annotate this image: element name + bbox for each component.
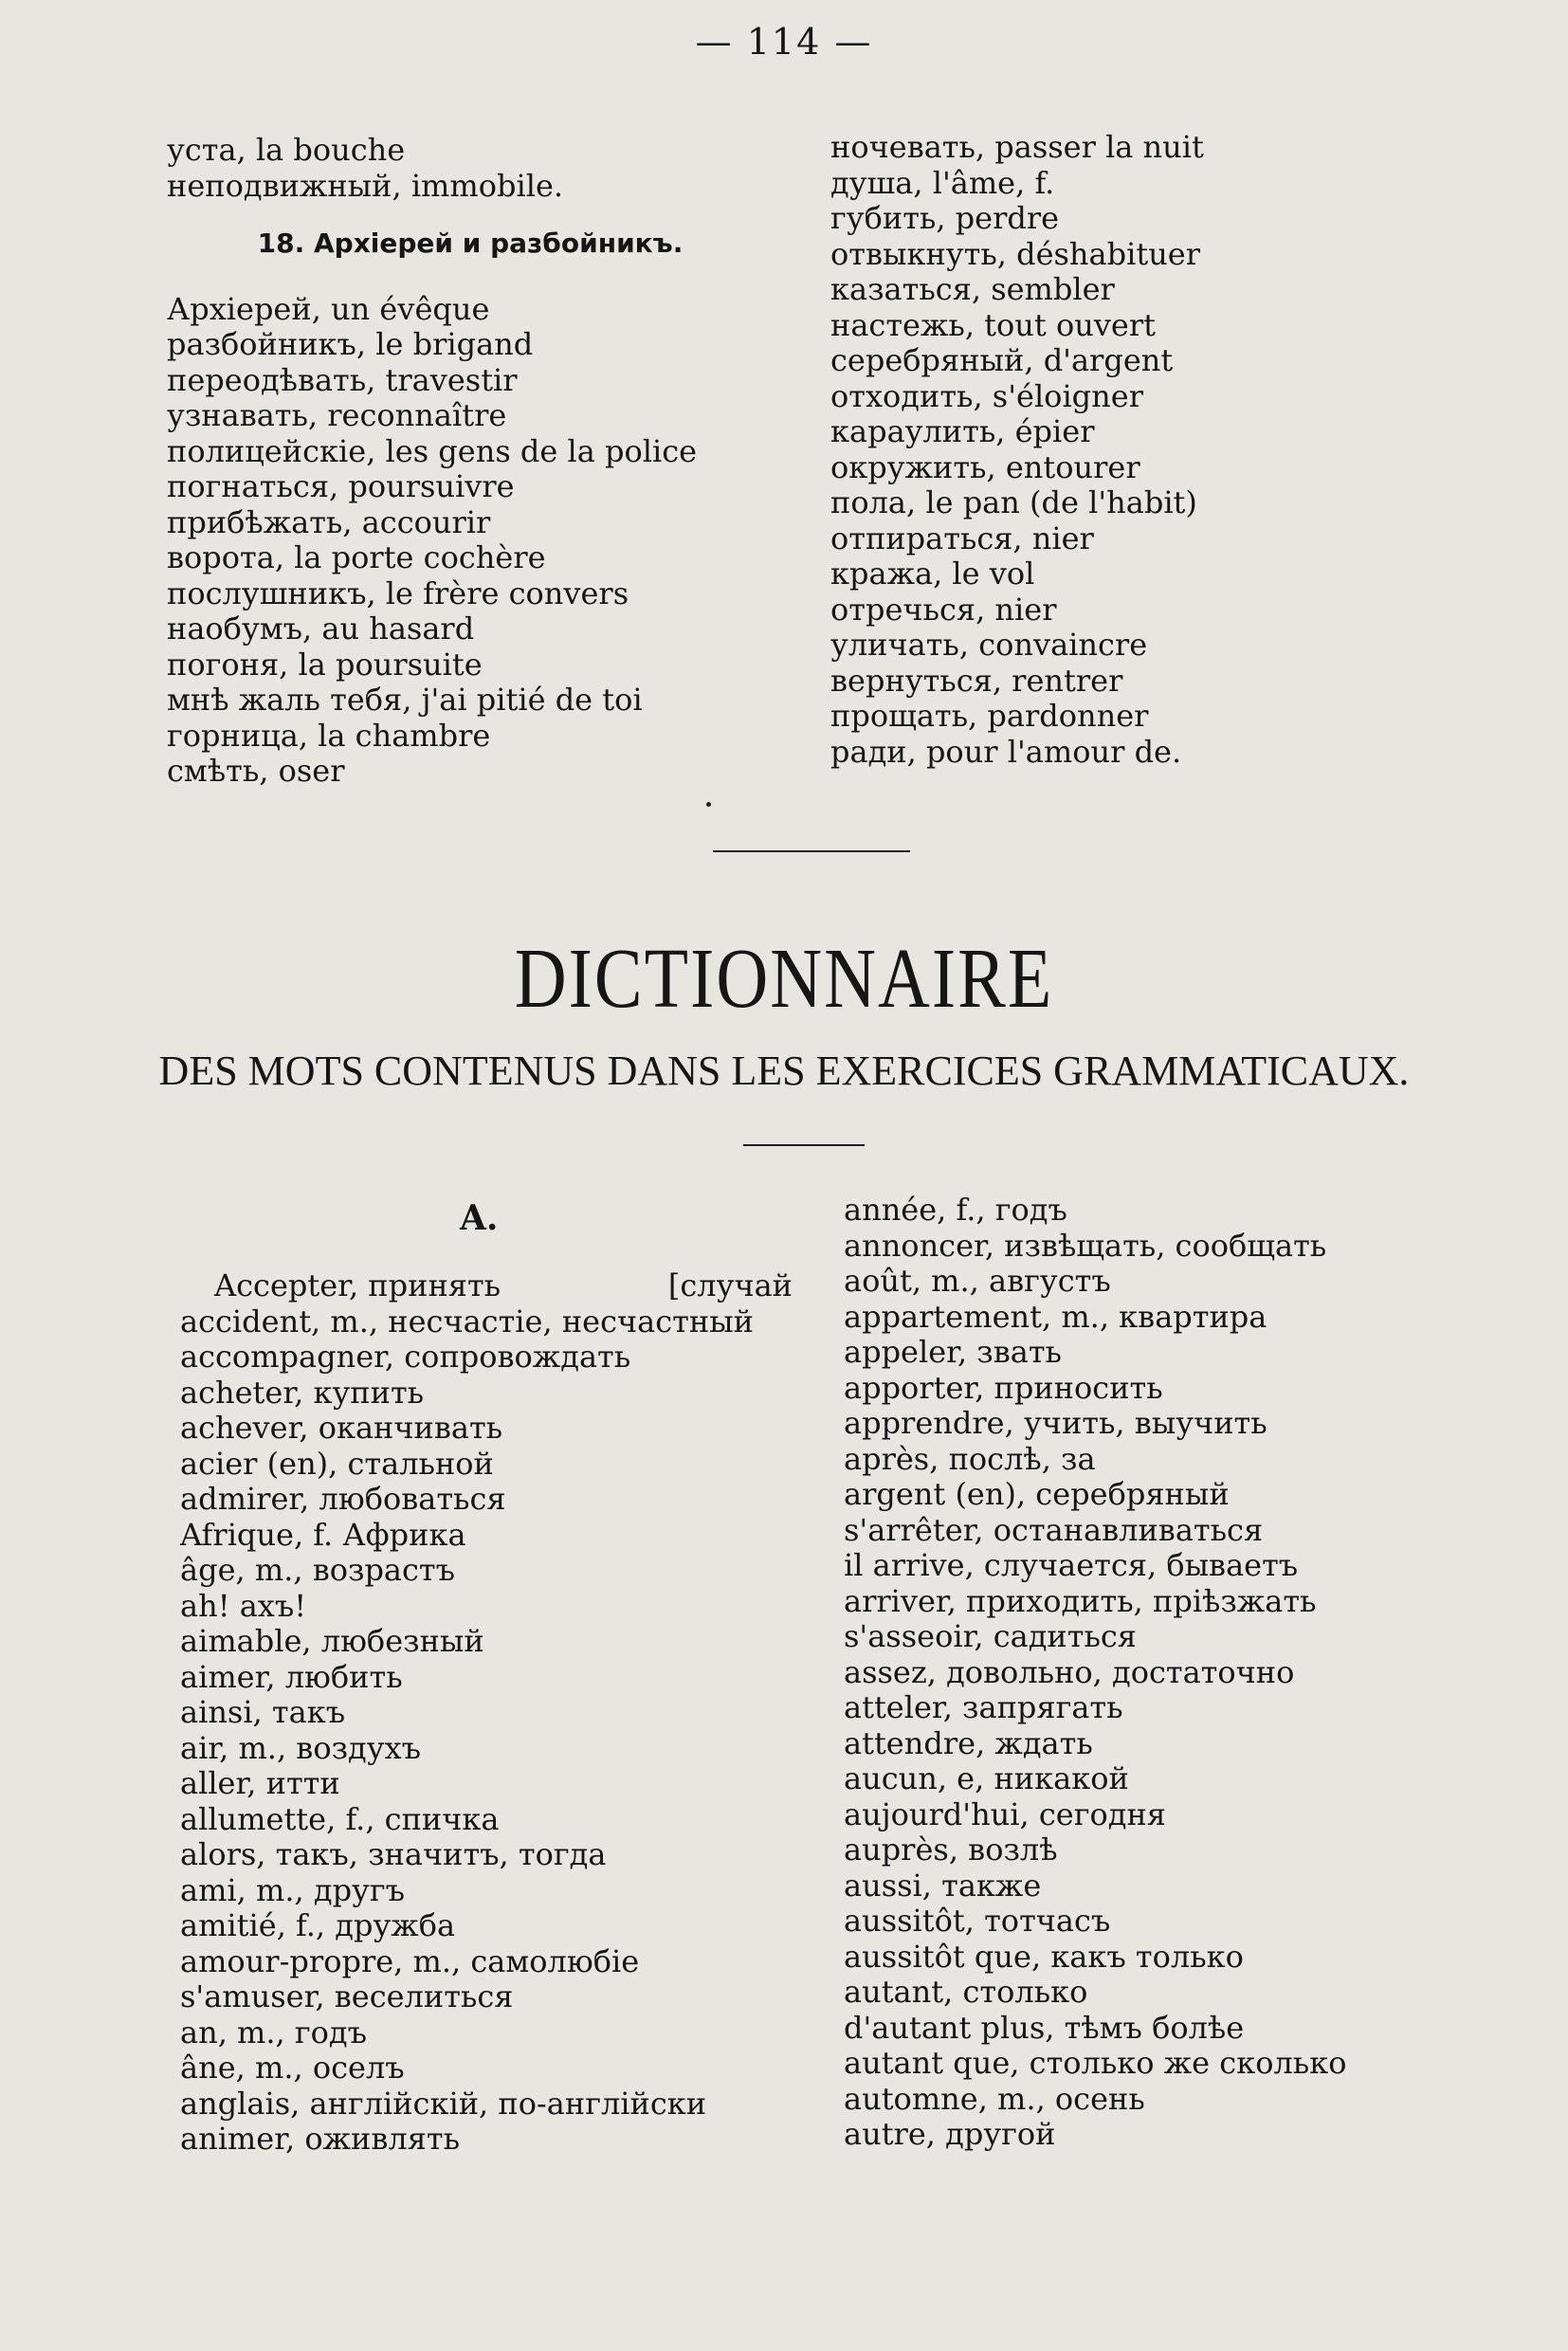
- dictionary-entry: atteler, запрягать: [844, 1689, 1123, 1725]
- dictionary-subtitle: DES MOTS CONTENUS DANS LES EXERCICES GRAMMATICAUX.: [158, 1048, 1410, 1094]
- vocab-column-right: [830, 130, 1437, 770]
- dictionary-entry: autant que, столько же сколько: [844, 2045, 1347, 2081]
- section-heading: 18. Архіерей и разбойникъ.: [257, 228, 684, 259]
- vocab-line: караулить, épier: [830, 413, 1095, 449]
- dictionary-entry: alors, такъ, значитъ, тогда: [180, 1836, 607, 1872]
- dictionary-entry: s'arrêter, останавливаться: [844, 1511, 1264, 1548]
- vocab-line: губить, perdre: [830, 200, 1060, 236]
- vocab-line: горница, la chambre: [167, 717, 491, 754]
- dictionary-entry: août, m., августъ: [844, 1263, 1111, 1299]
- vocab-line: полицейскіе, les gens de la police: [167, 432, 698, 469]
- dictionary-entry: allumette, f., спичка: [180, 1800, 500, 1837]
- dictionary-entry: attendre, ждать: [844, 1724, 1093, 1761]
- vocab-line: кража, le vol: [830, 556, 1035, 592]
- vocab-line: погнаться, poursuivre: [167, 468, 515, 504]
- dictionary-entry: il arrive, случается, бываетъ: [844, 1547, 1299, 1583]
- dictionary-entry: amour-propre, m., самолюбіе: [180, 1942, 640, 1979]
- vocab-line: узнавать, reconnaître: [167, 397, 507, 433]
- dictionary-entry: s'asseoir, садиться: [844, 1618, 1137, 1654]
- vocab-line: ночевать, passer la nuit: [830, 129, 1204, 165]
- dictionary-entry: ainsi, такъ: [180, 1694, 346, 1730]
- dictionary-entry: ah! ахъ!: [180, 1587, 307, 1624]
- vocab-line: прибѣжать, accourir: [167, 503, 491, 540]
- dictionary-entry: auprès, возлѣ: [844, 1832, 1058, 1868]
- vocab-line: настежь, tout ouvert: [830, 306, 1156, 343]
- dictionary-entry: argent (en), серебряный: [844, 1476, 1230, 1512]
- vocab-line: послушникъ, le frère convers: [167, 574, 629, 611]
- dictionary-entry: arriver, приходить, пріѣзжать: [844, 1582, 1317, 1619]
- dictionary-column-right: [844, 1193, 1450, 2153]
- vocab-column-left: [167, 133, 774, 790]
- dictionary-entry: s'amuser, веселиться: [180, 1978, 514, 2014]
- dictionary-entry: d'autant plus, тѣмъ болѣе: [844, 2009, 1245, 2046]
- dictionary-entry: annoncer, извѣщать, сообщать: [844, 1227, 1327, 1264]
- vocab-line: неподвижный, immobile.: [167, 167, 564, 204]
- dictionary-entry: Afrique, f. Африка: [180, 1516, 466, 1553]
- vocab-line: окружить, entourer: [830, 448, 1140, 485]
- vocab-line: душа, l'âme, f.: [830, 164, 1055, 201]
- dictionary-entry: après, послѣ, за: [844, 1440, 1096, 1477]
- dictionary-entry: amitié, f., дружба: [180, 1907, 456, 1943]
- dictionary-entry: assez, довольно, достаточно: [844, 1653, 1295, 1690]
- dictionary-entry: âge, m., возрастъ: [180, 1552, 455, 1588]
- dictionary-entry: anglais, англійскій, по-англійски: [180, 2085, 707, 2122]
- vocab-line: казаться, sembler: [830, 271, 1115, 307]
- vocab-line: разбойникъ, le brigand: [167, 326, 534, 362]
- dictionary-entry: aimable, любезный: [180, 1623, 484, 1659]
- dictionary-entry-first: Accepter, принять [случай: [214, 1267, 793, 1303]
- dictionary-entry: aucun, e, никакой: [844, 1760, 1129, 1796]
- dictionary-entry: autre, другой: [844, 2116, 1056, 2152]
- dictionary-entry: aimer, любить: [180, 1658, 403, 1695]
- dictionary-entry: apporter, приносить: [844, 1369, 1163, 1406]
- dictionary-entry: acheter, купить: [180, 1374, 425, 1411]
- vocab-line: уста, la bouche: [167, 132, 406, 168]
- dictionary-entry: an, m., годъ: [180, 2014, 367, 2050]
- vocab-line: смѣть, oser: [167, 753, 345, 789]
- divider-top: [713, 850, 910, 852]
- dictionary-entry: achever, оканчивать: [180, 1410, 503, 1446]
- vocab-line: вернуться, rentrer: [830, 662, 1123, 699]
- dictionary-entry: âne, m., оселъ: [180, 2050, 405, 2086]
- dictionary-title: DICTIONNAIRE: [514, 932, 1054, 1027]
- vocab-line: переодѣвать, travestir: [167, 361, 518, 398]
- dictionary-entry: ami, m., другъ: [180, 1871, 405, 1908]
- dictionary-entry: aussitôt que, какъ только: [844, 1938, 1244, 1975]
- vocab-line: серебряный, d'argent: [830, 342, 1174, 378]
- dictionary-entry: aller, итти: [180, 1765, 340, 1801]
- dictionary-entry: aujourd'hui, сегодня: [844, 1795, 1166, 1832]
- dictionary-entry: appartement, m., квартира: [844, 1298, 1267, 1335]
- dictionary-entry: aussitôt, тотчасъ: [844, 1903, 1111, 1939]
- letter-heading: A.: [460, 1198, 499, 1238]
- dictionary-entry: accident, m., несчастіе, несчастный: [180, 1303, 754, 1340]
- dictionary-entry: admirer, любоваться: [180, 1481, 506, 1517]
- vocab-line: отпираться, nier: [830, 519, 1094, 556]
- vocab-line: наобумъ, au hasard: [167, 611, 475, 647]
- vocab-line: пола, le pan (de l'habit): [830, 484, 1197, 520]
- vocab-line: Архіерей, un évêque: [167, 290, 490, 327]
- dictionary-entry: apprendre, учить, выучить: [844, 1405, 1267, 1441]
- dictionary-entry: air, m., воздухъ: [180, 1729, 421, 1766]
- vocab-line: погоня, la poursuite: [167, 646, 483, 683]
- dictionary-entry: autant, столько: [844, 1974, 1088, 2010]
- vocab-line: отречься, nier: [830, 591, 1057, 628]
- dictionary-entry: accompagner, сопровождать: [180, 1339, 631, 1375]
- vocab-line: ради, pour l'amour de.: [830, 733, 1182, 770]
- dictionary-entry: aussi, также: [844, 1867, 1042, 1904]
- divider-bottom: [743, 1144, 865, 1146]
- dictionary-entry: acier (en), стальной: [180, 1445, 494, 1482]
- stray-dot: [706, 802, 711, 807]
- dictionary-entry: appeler, звать: [844, 1334, 1062, 1370]
- dictionary-entry: automne, m., осень: [844, 2080, 1145, 2117]
- dictionary-column-left: [180, 1268, 796, 2158]
- vocab-line: отходить, s'éloigner: [830, 377, 1143, 414]
- vocab-line: отвыкнуть, déshabituer: [830, 235, 1201, 272]
- vocab-line: уличать, convaincre: [830, 627, 1148, 663]
- dictionary-entry: animer, оживлять: [180, 2121, 461, 2157]
- page-number: — 114 —: [695, 21, 873, 63]
- dictionary-entry: année, f., годъ: [844, 1192, 1067, 1228]
- vocab-line: прощать, pardonner: [830, 698, 1149, 734]
- vocab-line: мнѣ жаль тебя, j'ai pitié de toi: [167, 682, 643, 718]
- vocab-line: ворота, la porte cochère: [167, 539, 546, 575]
